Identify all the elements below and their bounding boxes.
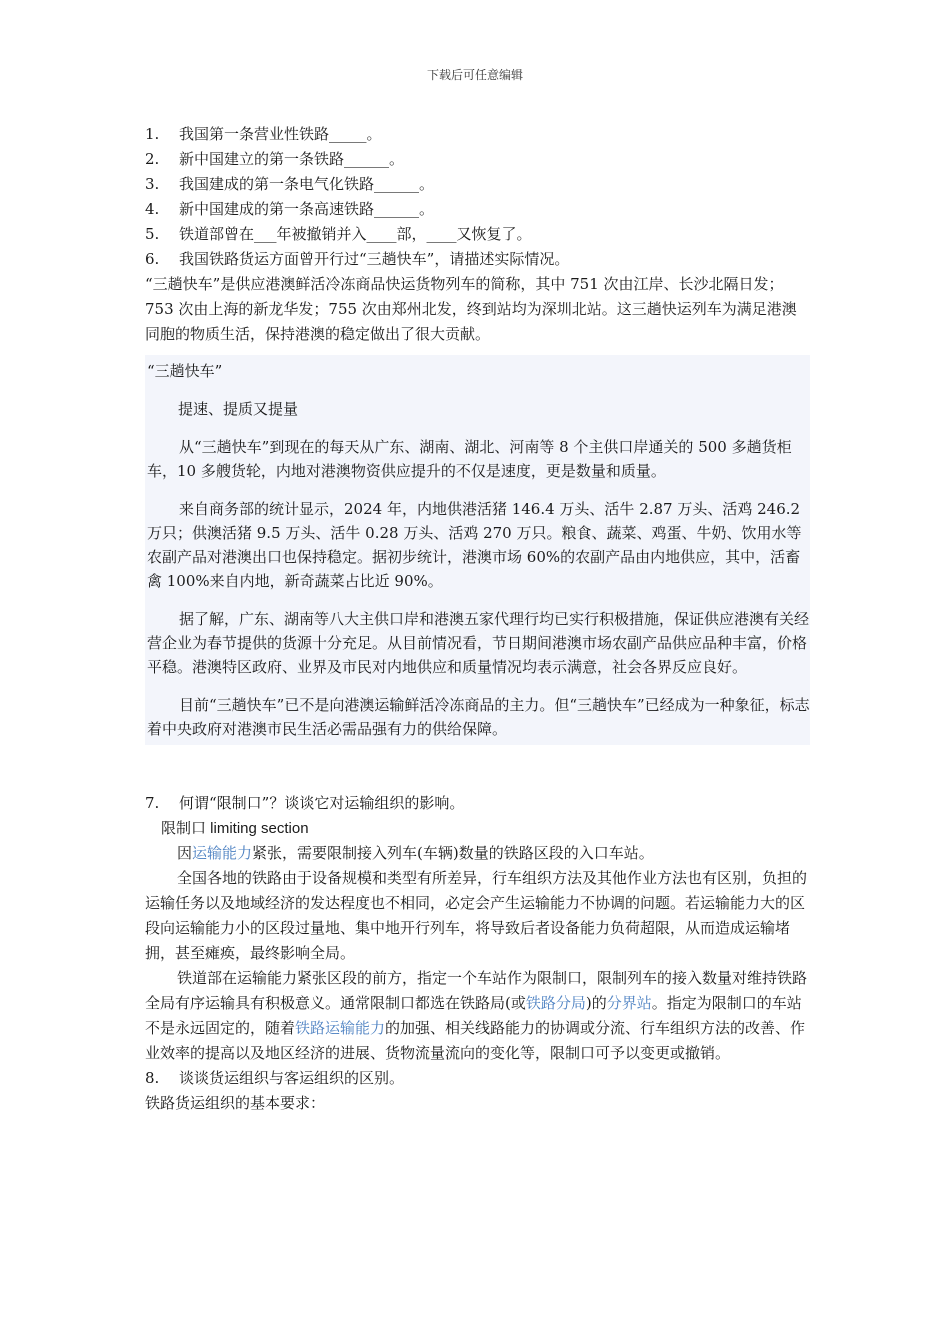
- definition-text: 紧张，需要限制接入列车(车辆)数量的铁路区段的入口车站。: [252, 844, 654, 862]
- question-4: [145, 197, 810, 222]
- question-2: [145, 147, 810, 172]
- answer-6: “三趟快车”是供应港澳鲜活冷冻商品快运货物列车的简称，其中 751 次由江岸、长沙北隔日发；753 次由上海的新龙华发；755 次由郑州北发，终到站均为深圳北站。这三趟快运列车为满足港澳同胞的物质生活，保持港澳的稳定做出了很大贡献。: [145, 275, 797, 343]
- article-paragraph-3: 据了解，广东、湖南等八大主供口岸和港澳五家代理行均已实行积极措施，保证供应港澳有关经营企业为春节提供的货源十分充足。从目前情况看，节日期间港澳市场农副产品供应品种丰富，价格平稳。港澳特区政府、业界及市民对内地供应和质量情况均表示满意，社会各界反应良好。: [147, 610, 810, 676]
- answer-7-paragraph-3: [145, 966, 810, 1066]
- article-subtitle: 提速、提质又提量: [178, 400, 299, 418]
- link-boundary-station[interactable]: 分界站: [606, 994, 652, 1012]
- link-railway-sub-bureau[interactable]: 铁路分局: [525, 994, 586, 1012]
- paragraph-text: )的: [585, 994, 607, 1012]
- answer-7-paragraph-2: 全国各地的铁路由于设备规模和类型有所差异，行车组织方法及其他作业方法也有区别，负担的运输任务以及地域经济的发达程度也不相同，必定会产生运输能力不协调的问题。若运输能力大的区段向运输能力小的区段过量地、集中地开行列车，将导致后者设备能力负荷超限，从而造成运输堵拥，甚至瘫痪，最终影响全局。: [145, 869, 808, 962]
- answer-8: 铁路货运组织的基本要求：: [145, 1094, 326, 1112]
- article-title: “三趟快车”: [147, 362, 223, 380]
- paragraph-text: 铁道部在运输能力紧张区段的前方，指定一个车站作为限制口，限制列车的接入数量对维持铁路全局有序运输具有积极意义。通常限制口都选在铁路局(或: [145, 969, 808, 1012]
- question-number: 8.: [145, 1069, 160, 1087]
- heading-chinese: 限制口: [161, 819, 207, 837]
- article-paragraph-4: 目前“三趟快车”已不是向港澳运输鲜活冷冻商品的主力。但“三趟快车”已经成为一种象征，标志着中央政府对港澳市民生活必需品强有力的供给保障。: [147, 696, 810, 738]
- link-railway-transport-capacity[interactable]: 铁路运输能力: [295, 1019, 386, 1037]
- paragraph-text: 。指定为限制口的车站不是永远固定的，随着: [145, 994, 802, 1037]
- question-number: 3.: [145, 175, 160, 193]
- article-paragraph-1: 从“三趟快车”到现在的每天从广东、湖南、湖北、河南等 8 个主供口岸通关的 500 多趟货柜车，10 多艘货轮，内地对港澳物资供应提升的不仅是速度，更是数量和质量。: [147, 438, 792, 480]
- page-header: 下载后可任意编辑: [426, 68, 523, 82]
- question-text: 我国第一条营业性铁路_____。: [179, 125, 382, 143]
- question-number: 5.: [145, 225, 160, 243]
- question-text: 我国建成的第一条电气化铁路______。: [179, 175, 435, 193]
- quoted-article-box: [145, 355, 810, 745]
- question-number: 6.: [145, 250, 160, 268]
- question-1: [145, 122, 810, 147]
- definition-text: 因: [177, 844, 193, 862]
- question-7: [145, 791, 810, 816]
- document-body: [145, 122, 810, 1116]
- question-number: 2.: [145, 150, 160, 168]
- article-paragraph-2: 来自商务部的统计显示，2024 年，内地供港活猪 146.4 万头、活牛 2.87 万头、活鸡 246.2 万只；供澳活猪 9.5 万头、活牛 0.28 万头、活鸡 270 万只。粮食、蔬菜、鸡蛋、牛奶、饮用水等农副产品对港澳出口也保持稳定。据初步统计，港澳市场 60%的农副产品由内地供应，其中，活畜禽 100%来自内地，新奇蔬菜占比近 90%。: [147, 500, 802, 590]
- heading-english: limiting section: [206, 820, 309, 837]
- question-8: [145, 1066, 810, 1091]
- question-5: [145, 222, 810, 247]
- question-number: 7.: [145, 794, 160, 812]
- question-number: 4.: [145, 200, 160, 218]
- question-text: 我国铁路货运方面曾开行过“三趟快车”，请描述实际情况。: [179, 250, 570, 268]
- question-text: 新中国建成的第一条高速铁路______。: [179, 200, 435, 218]
- question-6: [145, 247, 810, 272]
- question-text: 谈谈货运组织与客运组织的区别。: [179, 1069, 405, 1087]
- answer-7-definition: [145, 841, 810, 866]
- question-text: 铁道部曾在___年被撤销并入____部，____又恢复了。: [179, 225, 532, 243]
- question-3: [145, 172, 810, 197]
- link-transport-capacity[interactable]: 运输能力: [192, 844, 253, 862]
- question-text: 何谓“限制口”？谈谈它对运输组织的影响。: [179, 794, 465, 812]
- answer-7-heading: [145, 816, 810, 841]
- question-number: 1.: [145, 125, 160, 143]
- paragraph-text: 的加强、相关线路能力的协调或分流、行车组织方法的改善、作业效率的提高以及地区经济的进展、货物流量流向的变化等，限制口可予以变更或撤销。: [145, 1019, 806, 1062]
- question-text: 新中国建立的第一条铁路______。: [179, 150, 405, 168]
